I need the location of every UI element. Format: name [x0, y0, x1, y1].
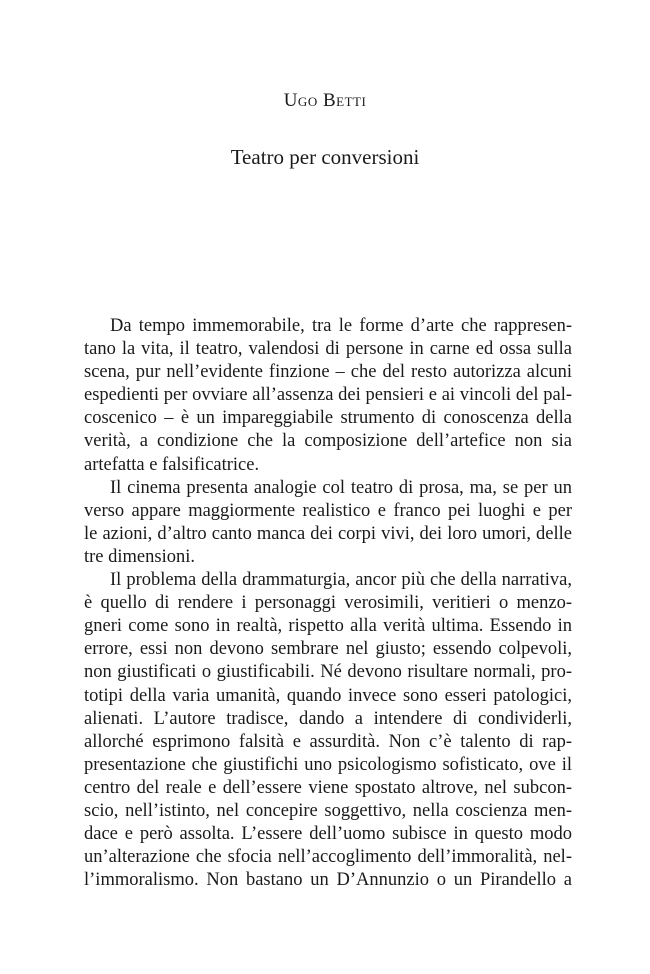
text-line: dace e però assolta. L’essere dell’uomo subisce in questo modo — [84, 824, 572, 845]
text-line: artefatta e falsificatrice. — [84, 454, 260, 475]
text-line: coscenico – è un impareggiabile strumento di conoscenza della — [84, 408, 572, 429]
essay-title: Teatro per conversioni — [230, 145, 420, 169]
text-line: tre dimensioni. — [84, 546, 195, 567]
text-line: tano la vita, il teatro, valendosi di persone in carne ed ossa sulla — [84, 339, 572, 360]
text-line: l’immoralismo. Non bastano un D’Annunzio o un Pirandello a — [84, 870, 572, 891]
text-line: verso appare maggiormente realistico e franco pei luoghi e per — [84, 500, 572, 521]
text-line: alienati. L’autore tradisce, dando a intendere di condividerli, — [84, 708, 572, 729]
author-name: Ugo Betti — [283, 90, 367, 111]
text-line: verità, a condizione che la composizione dell’artefice non sia — [84, 431, 572, 452]
text-line: le azioni, d’altro canto manca dei corpi vivi, dei loro umori, delle — [84, 523, 572, 544]
text-line: non giustificati o giustificabili. Né devono risultare normali, pro- — [84, 662, 572, 683]
text-line: scena, pur nell’evidente finzione – che del resto autorizza alcuni — [84, 362, 572, 383]
text-line: allorché esprimono falsità e assurdità. Non c’è talento di rap- — [84, 731, 572, 752]
text-line: totipi della varia umanità, quando invece sono esseri patologici, — [84, 685, 572, 706]
text-line: scio, nell’istinto, nel concepire soggettivo, nella coscienza men- — [84, 800, 572, 821]
text-line: centro del reale e dell’essere viene spostato altrove, nel subcon- — [84, 777, 572, 798]
text-line: presentazione che giustifichi uno psicologismo sofisticato, ove il — [84, 754, 572, 775]
text-line: errore, essi non devono sembrare nel giusto; essendo colpevoli, — [84, 639, 572, 660]
text-line: Il problema della drammaturgia, ancor più che della narrativa, — [110, 570, 572, 591]
text-line: Da tempo immemorabile, tra le forme d’arte che rappresen- — [110, 316, 572, 336]
text-line: Il cinema presenta analogie col teatro di prosa, ma, se per un — [110, 477, 572, 498]
text-line: è quello di rendere i personaggi verosimili, veritieri o menzo- — [84, 593, 572, 614]
body-text — [84, 315, 572, 892]
text-line: espedienti per ovviare all’assenza dei pensieri e ai vincoli del pal- — [84, 385, 572, 406]
text-line: gneri come sono in realtà, rispetto alla verità ultima. Essendo in — [84, 616, 572, 637]
text-line: un’alterazione che sfocia nell’accoglimento dell’immoralità, nel- — [84, 847, 572, 868]
